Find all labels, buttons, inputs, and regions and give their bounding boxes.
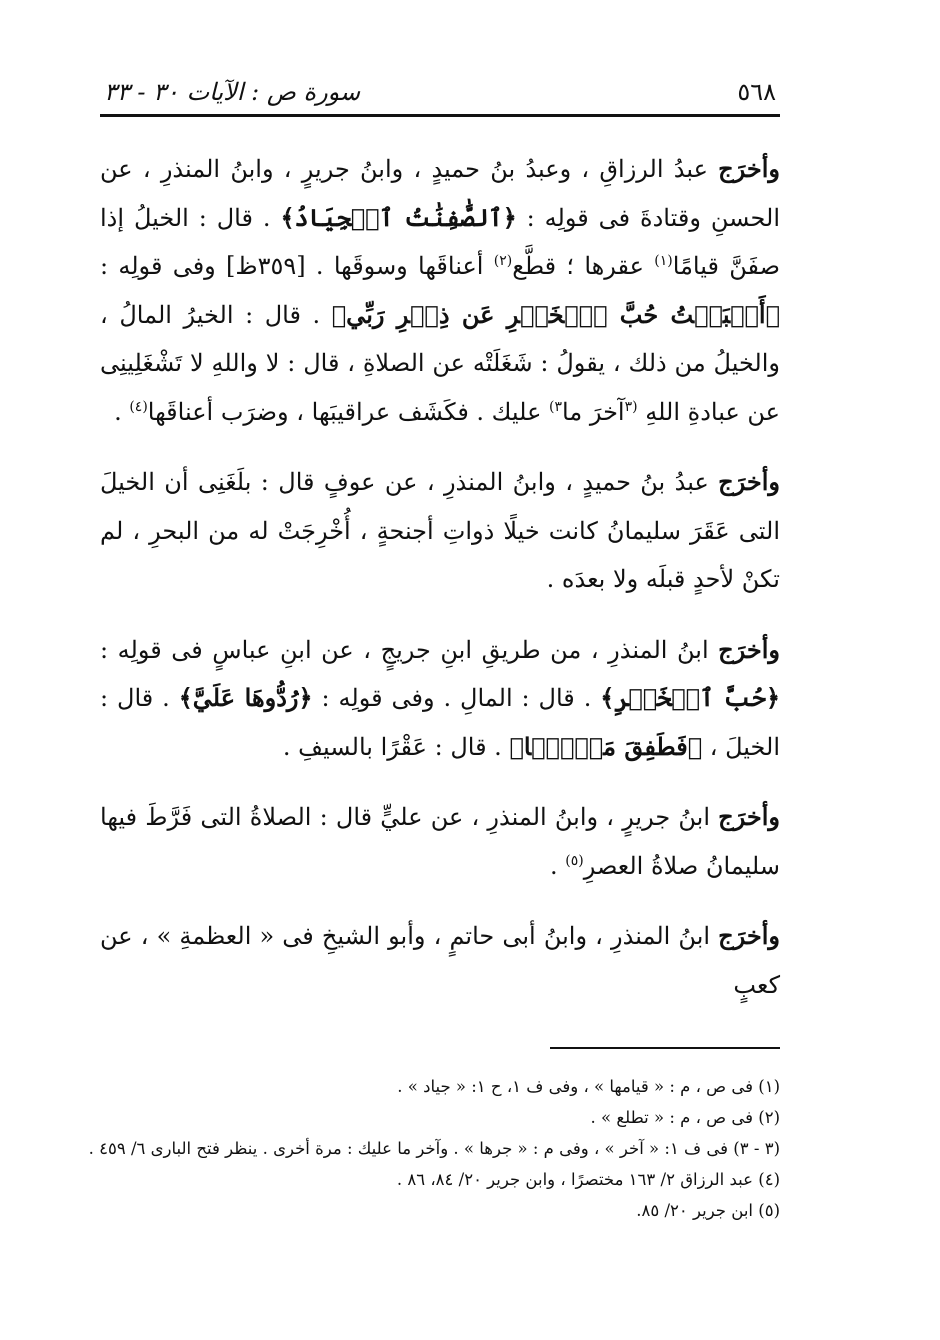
footnote: (٥) ابن جرير ٢٠/ ٨٥. [636,1201,780,1220]
paragraph-text: أعناقَها وسوقَها . [٣٥٩ظ] وفى قولِه : [100,252,494,280]
main-text [100,145,780,1009]
paragraph [100,145,780,436]
header-rule [100,114,780,117]
quran-quote: ﴿فَطَفِقَ مَسۡحَۢا﴾ [509,731,703,761]
paragraph-intro: وأخرَج [718,802,780,831]
page-header [100,60,780,112]
quran-quote: ﴿ٱلصَّٰفِنَٰتُ ٱلۡجِيَادُ﴾ [280,202,517,232]
footnote: (٤) عبد الرزاق ٢/ ١٦٣ مختصرًا ، وابن جرير ٢٠/ ٨٤، ٨٦ . [396,1170,780,1189]
paragraph-text: . قال : الخيلَ ، [100,684,780,761]
footnote: (١) فى ص ، م : « قيامها » ، وفى ف ١، ح ١: « جياد » . [397,1077,780,1096]
running-title: سورة ص : الآيات ٣٠ - ٣٣ [104,78,361,106]
paragraph-text: . قال : الخيلُ إذا صفَنَّ قيامًا [100,203,781,280]
footnote-marker: (١) [654,253,673,269]
footnotes [88,1071,780,1226]
footnote-marker: (٣ [624,398,638,415]
quran-quote: ﴿رُدُّوهَا عَلَيَّ﴾ [178,683,313,712]
footnote-marker: (٤) [129,398,148,415]
paragraph-text: . [114,397,130,426]
paragraph-intro: وأخرَج [718,154,780,183]
paragraph-intro: وأخرَج [718,921,780,950]
paragraph-text: عقرها ؛ قطَّع [512,252,655,280]
footnote-marker: (٢) [493,253,513,269]
paragraph [100,912,780,1009]
paragraph-text: ابنُ المنذرِ ، من طريقِ ابنِ جريجٍ ، عن ابنِ عباسٍ فى قولِه : [100,635,719,664]
paragraph-text: عبدُ بنُ حميدٍ ، وابنُ المنذرِ ، عن عوفٍ قال : بلَغَنِى أن الخيلَ التى عَقَرَ سليمانُ كانت خيلًا ذواتِ أجنحةٍ ، أُخْرِجَتْ له من البحرِ ، لم تكنْ لأحدٍ قبلَه ولا بعدَه . [100,468,780,593]
paragraph-text: ابنُ جريرٍ ، وابنُ المنذرِ ، عن عليٍّ قال : الصلاةُ التى فَرَّطَ فيها سليمانُ صلاةُ العصرِ [100,803,780,880]
footnote-marker: (٥) [565,852,584,869]
page-number: ٥٦٨ [737,78,776,106]
paragraph [100,458,780,604]
paragraph-text: ابنُ المنذرِ ، وابنُ أبى حاتمٍ ، وأبو الشيخِ فى « العظمةِ » ، عن كعبٍ [100,922,780,999]
paragraph-text: عبدُ الرزاقِ ، وعبدُ بنُ حميدٍ ، وابنُ جريرٍ ، وابنُ المنذرِ ، عن الحسنِ وقتادةَ فى قولِه : [100,155,780,232]
paragraph-text: . [550,851,566,880]
paragraph-text: آخرَ ما [562,397,625,426]
paragraph-text: . قال : الخيرُ المالُ ، والخيلُ من ذلك ، يقولُ : شَغَلَتْه عن الصلاةِ ، قال : لا واللهِ لا تَشْغَلِينِى عن عبادةِ اللهِ [100,300,780,426]
paragraph-text: . قال : المالِ . وفى قولِه : [312,684,601,712]
footnote-marker: ٣) [549,398,563,415]
book-page [88,60,781,1320]
quran-quote: ﴿حُبَّ ٱلۡخَيۡرِ﴾ [600,683,781,712]
paragraph-intro: وأخرَج [718,634,780,664]
footnote-rule [550,1047,780,1049]
footnote: (٢) فى ص ، م : « تطلع » . [590,1108,780,1127]
paragraph [100,626,780,772]
paragraph-text: عليك . فكَشَف عراقيبَها ، وضرَب أعناقَها [147,397,550,426]
quran-quote: ﴿أَحۡبَبۡتُ حُبَّ ٱلۡخَيۡرِ عَن ذِكۡرِ رَبِّي﴾ [331,299,780,329]
paragraph-intro: وأخرَج [718,467,780,496]
paragraph-text: . قال : عَقْرًا بالسيفِ . [282,732,510,761]
footnote: (٣ - ٣) فى ف ١: « آخر » ، وفى م : « جرها » . وآخر ما عليك : مرة أخرى . ينظر فتح البارى ٦/ ٤٥٩ . [88,1139,780,1158]
paragraph [100,793,780,890]
